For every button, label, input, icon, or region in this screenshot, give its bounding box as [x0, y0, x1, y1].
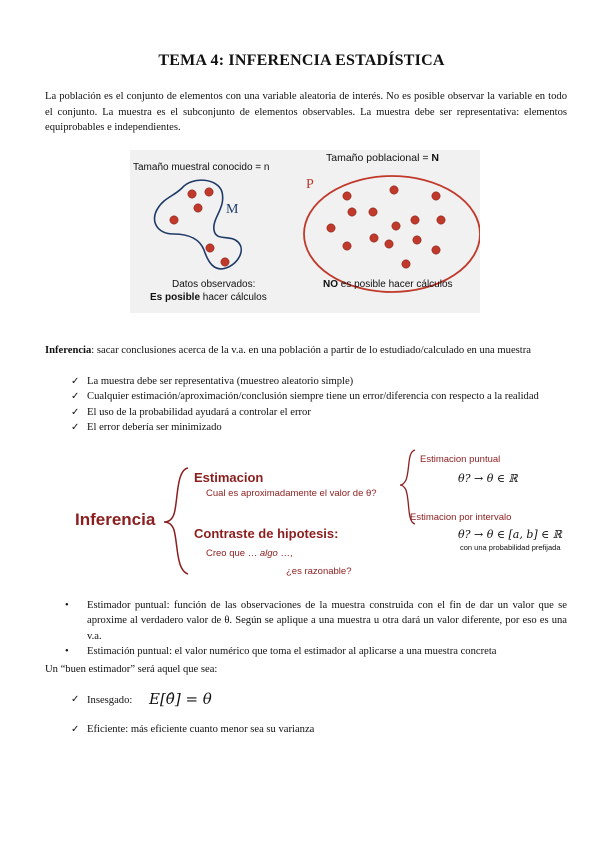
observed-calc-label: Es posible hacer cálculos [150, 292, 267, 303]
estimation-question: Cual es aproximadamente el valor de θ? [206, 488, 377, 499]
interval-note: con una probabilidad prefijada [460, 543, 561, 552]
check-icon: ✓ [71, 422, 80, 434]
efficient-label: Eficiente: más eficiente cuanto menor sea su varianza [87, 724, 315, 735]
population-letter: P [306, 177, 314, 192]
inference-definition: Inferencia: sacar conclusiones acerca de la v.a. en una población a partir de lo estudiado/calculado en una muestra [45, 345, 531, 356]
page-title: TEMA 4: INFERENCIA ESTADÍSTICA [158, 52, 445, 69]
diagram-main-label: Inferencia [75, 510, 156, 529]
estimation-label: Estimacion [194, 470, 264, 485]
list-item: ✓ La muestra debe ser representativa (muestreo aleatorio simple) [45, 374, 567, 389]
inference-diagram [70, 444, 590, 588]
bullet-icon: • [65, 646, 69, 658]
point-estimation-formula: θ? → θ ∈ ℝ [458, 472, 518, 485]
check-icon: ✓ [71, 724, 80, 735]
intro-paragraph: La población es el conjunto de elementos con una variable aleatoria de interés. No es posible observar la variable en todo el conjunto. La muestra es el subconjunto de elementos observables. La muestra debe ser representativa: elementos equiprobables e independientes. [45, 91, 567, 133]
sample-size-label: Tamaño muestral conocido = n [133, 162, 270, 173]
check-icon: ✓ [71, 391, 80, 403]
check-icon: ✓ [71, 406, 80, 418]
hypothesis-label: Contraste de hipotesis: [194, 526, 339, 541]
list-item: ✓ Cualquier estimación/aproximación/conclusión siempre tiene un error/diferencia con respecto a la realidad [45, 389, 567, 404]
list-item: • Estimador puntual: función de las observaciones de la muestra construida con el fin de dar un valor que se aproxime al verdadero valor de θ. Según se aplique a una muestra u otra dará un valor diferente, por eso es una v.a. [65, 600, 567, 642]
list-item: • Estimación puntual: el valor numérico que toma el estimador al aplicarse a una muestra concreta [45, 644, 567, 659]
observed-data-label: Datos observados: [172, 279, 256, 290]
list-item: ✓ El error debería ser minimizado [45, 420, 567, 435]
unobserved-calc-label: NO es posible hacer cálculos [323, 279, 453, 290]
check-icon: ✓ [71, 376, 80, 387]
check-icon: ✓ [71, 694, 80, 705]
sample-population-figure [130, 150, 480, 313]
good-estimator-intro: Un “buen estimador” será aquel que sea: [45, 664, 218, 675]
hypothesis-line2: ¿es razonable? [286, 566, 352, 577]
property-efficient [45, 724, 567, 740]
sample-letter: M [226, 202, 239, 217]
list-item: ✓ El uso de la probabilidad ayudará a controlar el error [45, 405, 567, 420]
unbiased-formula: E[θ̂] = θ [149, 690, 212, 708]
estimator-bullets [45, 598, 567, 660]
sample-outline [155, 180, 242, 269]
population-dots [327, 186, 445, 268]
bullet-icon: • [65, 600, 69, 611]
sample-dots [170, 188, 229, 266]
interval-estimation-label: Estimacion por intervalo [410, 512, 512, 523]
point-estimation-label: Estimacion puntual [420, 454, 501, 465]
hypothesis-line1: Creo que … algo …, [206, 548, 293, 559]
inference-checklist [45, 374, 567, 436]
property-unbiased [45, 690, 567, 714]
interval-estimation-formula: θ? → θ ∈ [a, b] ∈ ℝ [458, 528, 562, 541]
population-size-label: Tamaño poblacional = N [326, 152, 439, 164]
unbiased-label: Insesgado: [87, 695, 133, 706]
